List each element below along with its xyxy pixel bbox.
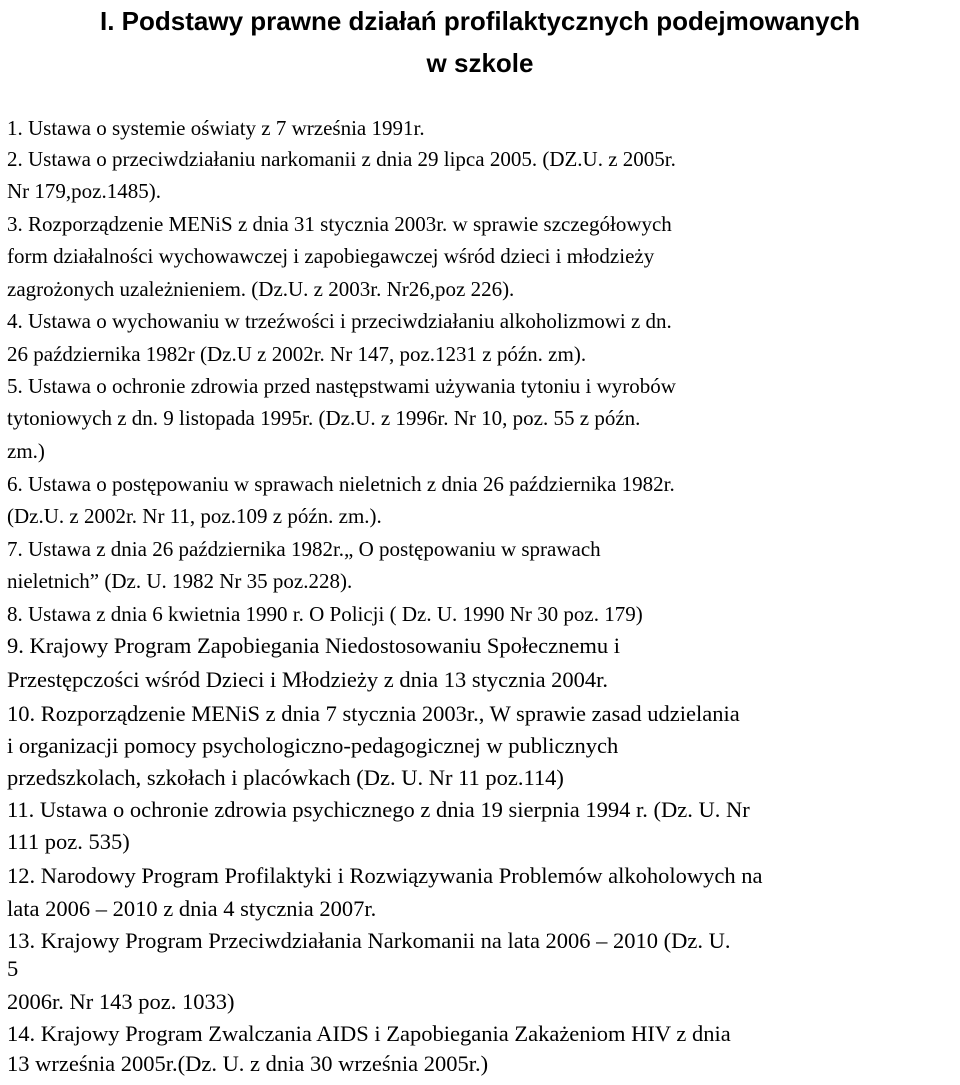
list-line: 6. Ustawa o postępowaniu w sprawach nieletnich z dnia 26 października 1982r. <box>7 472 675 496</box>
list-line: 8. Ustawa z dnia 6 kwietnia 1990 r. O Policji ( Dz. U. 1990 Nr 30 poz. 179) <box>7 602 643 626</box>
list-line: zagrożonych uzależnieniem. (Dz.U. z 2003r. Nr26,poz 226). <box>7 277 515 301</box>
list-line: 9. Krajowy Program Zapobiegania Niedostosowaniu Społecznemu i <box>7 633 620 658</box>
list-line: 2006r. Nr 143 poz. 1033) <box>7 989 235 1014</box>
list-line: 13 września 2005r.(Dz. U. z dnia 30 września 2005r.) <box>7 1051 489 1076</box>
list-line: i organizacji pomocy psychologiczno-pedagogicznej w publicznych <box>7 733 619 758</box>
list-line: 5. Ustawa o ochronie zdrowia przed następstwami używania tytoniu i wyrobów <box>7 374 676 398</box>
list-line: 111 poz. 535) <box>7 829 130 854</box>
list-line: przedszkolach, szkołach i placówkach (Dz. U. Nr 11 poz.114) <box>7 765 564 790</box>
list-line: nieletnich” (Dz. U. 1982 Nr 35 poz.228). <box>7 569 353 593</box>
list-line: 11. Ustawa o ochronie zdrowia psychicznego z dnia 19 sierpnia 1994 r. (Dz. U. Nr <box>7 797 750 822</box>
list-line: 1. Ustawa o systemie oświaty z 7 września 1991r. <box>7 116 425 140</box>
list-line: lata 2006 – 2010 z dnia 4 stycznia 2007r. <box>7 896 377 921</box>
list-line: 4. Ustawa o wychowaniu w trzeźwości i przeciwdziałaniu alkoholizmowi z dn. <box>7 309 672 333</box>
list-line: 12. Narodowy Program Profilaktyki i Rozwiązywania Problemów alkoholowych na <box>7 863 763 888</box>
list-line: 7. Ustawa z dnia 26 października 1982r.„ O postępowaniu w sprawach <box>7 537 601 561</box>
list-line: 3. Rozporządzenie MENiS z dnia 31 stycznia 2003r. w sprawie szczegółowych <box>7 212 672 236</box>
title-line-2: w szkole <box>426 48 534 78</box>
list-line: 14. Krajowy Program Zwalczania AIDS i Zapobiegania Zakażeniom HIV z dnia <box>7 1021 731 1046</box>
list-line: 26 października 1982r (Dz.U z 2002r. Nr 147, poz.1231 z późn. zm). <box>7 342 587 366</box>
list-line: 13. Krajowy Program Przeciwdziałania Narkomanii na lata 2006 – 2010 (Dz. U. <box>7 928 731 953</box>
list-line: tytoniowych z dn. 9 listopada 1995r. (Dz.U. z 1996r. Nr 10, poz. 55 z późn. <box>7 406 641 430</box>
list-line: form działalności wychowawczej i zapobiegawczej wśród dzieci i młodzieży <box>7 244 655 268</box>
document-title <box>0 0 960 84</box>
list-line: 10. Rozporządzenie MENiS z dnia 7 stycznia 2003r., W sprawie zasad udzielania <box>7 701 740 726</box>
list-line: 5 <box>7 956 19 981</box>
list-line: 2. Ustawa o przeciwdziałaniu narkomanii z dnia 29 lipca 2005. (DZ.U. z 2005r. <box>7 147 676 171</box>
list-line: zm.) <box>7 439 45 463</box>
title-line-1: I. Podstawy prawne działań profilaktycznych podejmowanych <box>100 6 860 36</box>
list-line: Przestępczości wśród Dzieci i Młodzieży z dnia 13 stycznia 2004r. <box>7 667 609 692</box>
list-line: Nr 179,poz.1485). <box>7 179 161 203</box>
list-line: (Dz.U. z 2002r. Nr 11, poz.109 z późn. zm.). <box>7 504 382 528</box>
